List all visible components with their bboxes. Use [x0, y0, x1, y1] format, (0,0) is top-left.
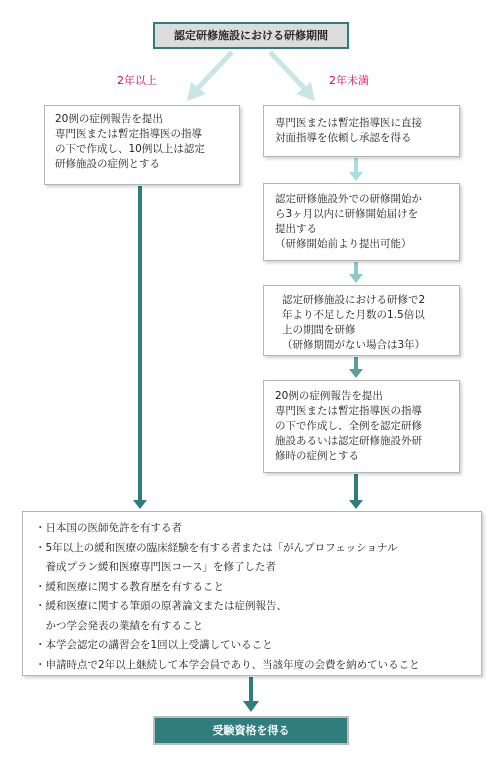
step-4-line: 20例の症例報告を提出: [275, 390, 383, 402]
branch-label-right: 2年未満: [329, 74, 369, 87]
step-1-line: 専門医または暫定指導医に直接: [275, 117, 422, 129]
arrow-right-step-2: [349, 262, 363, 283]
header-box: [153, 22, 349, 49]
header-title: 認定研修施設における研修期間: [174, 29, 328, 42]
left-box-line: の下で作成し、10例以上は認定: [55, 143, 205, 155]
left-box-line: 研修施設の症例とする: [55, 158, 160, 170]
step-2-line: 提出する: [275, 223, 317, 235]
requirement-item: ・申請時点で2年以上継続して本学会員であり、当該年度の会費を納めていること: [35, 658, 420, 671]
step-3-line: 年より不足した月数の1.5倍以: [282, 309, 425, 321]
arrow-to-result: [243, 677, 259, 712]
left-box-line: 専門医または暫定指導医の指導: [55, 128, 202, 140]
requirement-item: ・緩和医療に関する教育歴を有すること: [35, 580, 224, 593]
step-3-line: 上の期間を研修: [282, 324, 356, 336]
arrow-right-to-requirements: [349, 474, 363, 509]
step-2-line: ら3ヶ月以内に研修開始届けを: [275, 208, 419, 220]
left-condition-box: [44, 105, 240, 185]
step-4-line: 修時の症例とする: [275, 450, 359, 462]
right-step-box-3: [263, 285, 460, 356]
requirement-item: ・緩和医療に関する筆頭の原著論文または症例報告、: [35, 600, 287, 612]
step-4-line: 専門医または暫定指導医の指導: [275, 405, 422, 417]
branch-arrow-left: [187, 52, 232, 101]
right-step-box-4: [263, 380, 460, 473]
step-1-line: 対面指導を依頼し承認を得る: [275, 132, 412, 144]
step-3-line: （研修期間がない場合は3年）: [282, 339, 426, 351]
arrow-left-to-requirements: [133, 186, 147, 509]
arrow-right-step-3: [349, 357, 363, 378]
branch-arrow-right: [270, 52, 315, 101]
result-label: 受験資格を得る: [212, 724, 290, 737]
branch-label-left: 2年以上: [117, 74, 157, 87]
requirement-item: ・日本国の医師免許を有する者: [35, 522, 182, 534]
left-box-line: 20例の症例報告を提出: [55, 113, 163, 125]
requirement-item: ・本学会認定の講習会を1回以上受講していること: [35, 639, 273, 651]
step-2-line: （研修開始前より提出可能）: [275, 238, 412, 250]
requirement-item: 養成プラン緩和医療専門医コース」を修了した者: [35, 561, 276, 573]
step-4-line: の下で作成し、全例を認定研修: [275, 420, 422, 432]
step-2-line: 認定研修施設外での研修開始か: [275, 193, 422, 205]
result-box: [153, 716, 349, 745]
right-step-box-2: [263, 183, 460, 261]
requirement-item: ・5年以上の緩和医療の臨床経験を有する者または「がんプロフェッショナル: [35, 541, 398, 554]
requirement-item: かつ学会発表の業績を有すること: [35, 619, 203, 632]
step-4-line: 施設あるいは認定研修施設外研: [275, 435, 422, 447]
right-step-box-1: [263, 105, 460, 157]
step-3-line: 認定研修施設における研修で2: [282, 294, 426, 306]
requirements-box: [22, 511, 482, 676]
arrow-right-step-1: [349, 158, 363, 181]
